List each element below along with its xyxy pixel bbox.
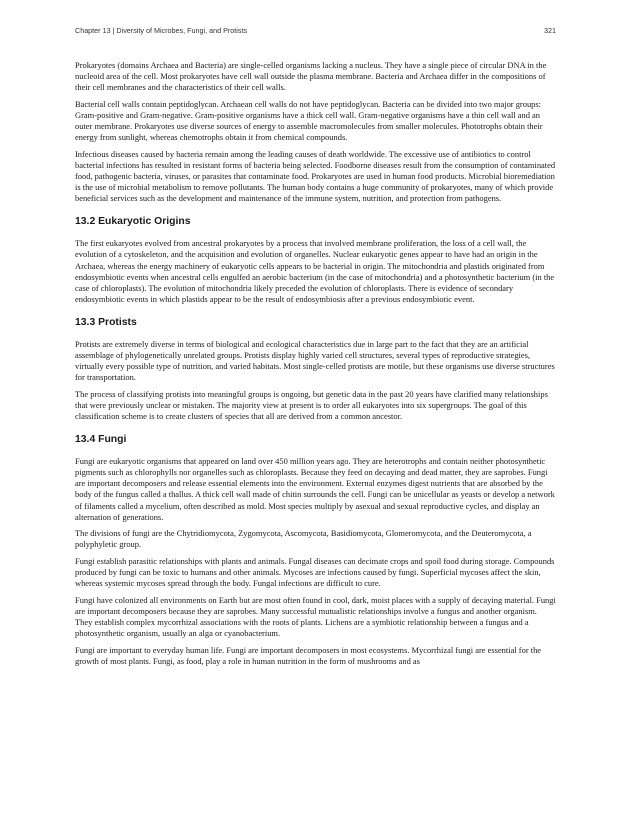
summary-paragraph: The process of classifying protists into meaningful groups is ongoing, but genetic data in the past 20 years have clarified many relationships that were previously unclear or mistaken. The majority view at present is to order all eukaryotes into six supergroups. The goal of this classification scheme is to create clusters of species that all are derived from a common ancestor. <box>75 388 548 422</box>
summary-paragraph: Fungi have colonized all environments on Earth but are most often found in cool, dark, moist places with a supply of decaying material. Fungi are important decomposers because they are saprobes. Many successful mutualistic relationships involve a fungus and another organism. They establish complex mycorrhizal associations with the roots of plants. Lichens are a symbiotic relationship between a fungus and a photosynthetic organism, usually an alga or cyanobacterium. <box>75 594 556 639</box>
summary-paragraph: Infectious diseases caused by bacteria remain among the leading causes of death worldwide. The excessive use of antibiotics to control bacterial infections has resulted in resistant forms of bacteria being selected. Foodborne diseases result from the consumption of contaminated food, pathogenic bacteria, viruses, or parasites that contaminate food. Prokaryotes are used in human food products. Microbial bioremediation is the use of microbial metabolism to remove pollutants. The human body contains a huge community of prokaryotes, many of which provide beneficial services such as the development and maintenance of the immune system, nutrition, and protection from pathogens. <box>75 148 556 204</box>
section-heading-fungi: 13.4 Fungi <box>75 434 127 446</box>
chapter-title: Chapter 13 | Diversity of Microbes, Fungi, and Protists <box>75 26 248 35</box>
page-content <box>75 60 556 673</box>
summary-paragraph: Prokaryotes (domains Archaea and Bacteria) are single-celled organisms lacking a nucleus. They have a single piece of circular DNA in the nucleoid area of the cell. Most prokaryotes have cell wall outside the plasma membrane. Bacteria and Archaea differ in the compositions of their cell membranes and the characteristics of their cell walls. <box>75 60 547 93</box>
summary-paragraph: The first eukaryotes evolved from ancestral prokaryotes by a process that involved membrane proliferation, the loss of a cell wall, the evolution of a cytoskeleton, and the acquisition and evolution of organelles. Nuclear eukaryotic genes appear to have had an origin in the Archaea, whereas the energy machinery of eukaryotic cells appears to be bacterial in origin. The mitochondria and plastids originated from endosymbiotic events when ancestral cells engulfed an aerobic bacterium (in the case of mitochondria) and a photosynthetic bacterium (in the case of chloroplasts). The evolution of mitochondria likely preceded the evolution of chloroplasts. There is evidence of secondary endosymbiotic events in which plastids appear to be the result of endosymbiosis after a previous endosymbiotic event. <box>75 238 555 304</box>
page-number: 321 <box>544 26 556 35</box>
section-heading-protists: 13.3 Protists <box>75 316 137 328</box>
summary-paragraph: The divisions of fungi are the Chytridiomycota, Zygomycota, Ascomycota, Basidiomycota, Glomeromycota, and the Deuteromycota, a polyphyletic group. <box>75 528 532 550</box>
summary-paragraph: Fungi are important to everyday human life. Fungi are important decomposers in most ecosystems. Mycorrhizal fungi are essential for the growth of most plants. Fungi, as food, play a role in human nutrition in the form of mushrooms and as <box>75 644 542 666</box>
summary-paragraph: Protists are extremely diverse in terms of biological and ecological characteristics due in large part to the fact that they are an artificial assemblage of phylogenetically unrelated groups. Protists display highly varied cell structures, several types of reproductive strategies, virtually every possible type of nutrition, and varied habitats. Most single-celled protists are motile, but these organisms use diverse structures for transportation. <box>75 338 555 383</box>
running-header <box>75 26 556 38</box>
summary-paragraph: Fungi are eukaryotic organisms that appeared on land over 450 million years ago. They are heterotrophs and contain neither photosynthetic pigments such as chlorophylls nor organelles such as chloroplasts. Because they feed on decaying and dead matter, they are saprobes. Fungi are important decomposers and release essential elements into the environment. External enzymes digest nutrients that are absorbed by the body of the fungus called a thallus. A thick cell wall made of chitin surrounds the cell. Fungi can be unicellular as yeasts or develop a network of filaments called a mycelium, often described as mold. Most species multiply by asexual and sexual reproductive cycles, and display an alternation of generations. <box>75 456 555 522</box>
summary-paragraph: Fungi establish parasitic relationships with plants and animals. Fungal diseases can decimate crops and spoil food during storage. Compounds produced by fungi can be toxic to humans and other animals. Mycoses are infections caused by fungi. Superficial mycoses affect the skin, whereas systemic mycoses spread through the body. Fungal infections are difficult to cure. <box>75 556 555 589</box>
section-heading-eukaryotic-origins: 13.2 Eukaryotic Origins <box>75 216 191 228</box>
summary-paragraph: Bacterial cell walls contain peptidoglycan. Archaean cell walls do not have peptidoglycan. Bacteria can be divided into two major groups: Gram-positive and Gram-negative. Gram-positive organisms have a thick cell wall. Gram-negative organisms have a thin cell wall and an outer membrane. Prokaryotes use diverse sources of energy to assemble macromolecules from smaller molecules. Phototrophs obtain their energy from sunlight, whereas chemotrophs obtain it from chemical compounds. <box>75 98 543 143</box>
